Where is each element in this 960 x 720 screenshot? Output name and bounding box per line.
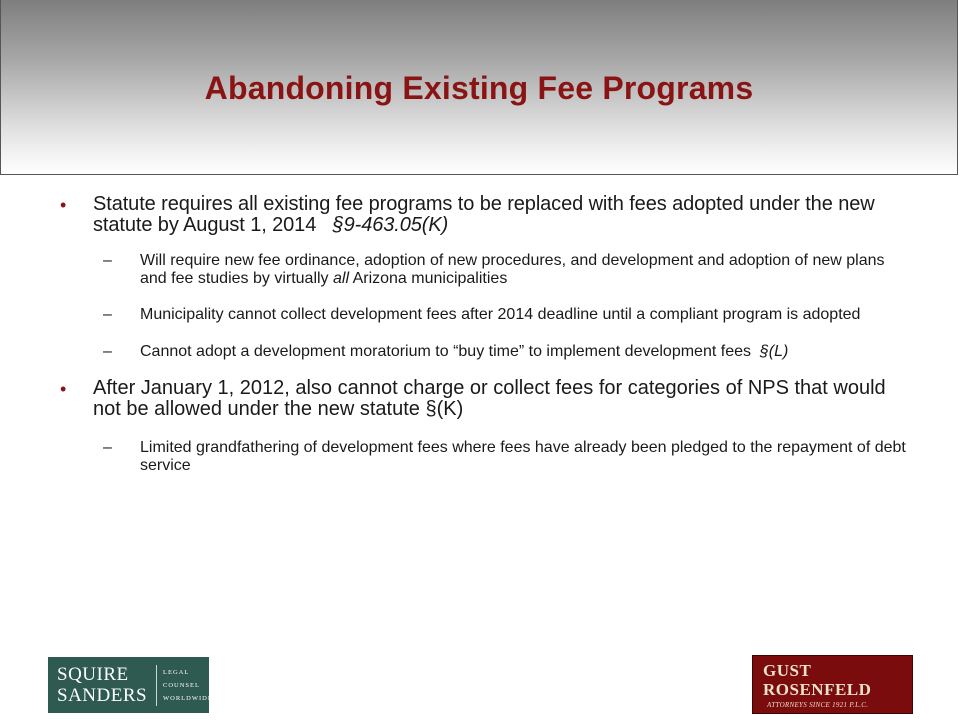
bullet-text: After January 1, 2012, also cannot charge or collect fees for categories of NPS that would not be allowed under the new statute §(K) <box>93 377 886 420</box>
sub-text: Municipality cannot collect development fees after 2014 deadline until a compliant program is adopted <box>140 306 861 323</box>
logo-wordmark: GUST ROSENFELD <box>763 661 872 699</box>
sub-text: Limited grandfathering of development fees where fees have already been pledged to the repayment of debt service <box>140 439 906 474</box>
squire-sanders-logo <box>48 657 213 713</box>
dash-icon: – <box>103 343 112 360</box>
sub-text: Will require new fee ordinance, adoption of new procedures, and development and adoption of new plans and fee studies by virtually all Arizona municipalities <box>140 252 885 287</box>
dash-icon: – <box>103 306 112 323</box>
logo-tagline: LEGAL COUNSEL WORLDWIDE <box>163 669 213 702</box>
bullet-icon: • <box>60 195 67 215</box>
logo-divider <box>156 665 157 706</box>
slide-content <box>58 194 908 475</box>
logo-wordmark: SQUIRE SANDERS <box>57 664 148 706</box>
dash-icon: – <box>103 439 112 456</box>
gust-rosenfeld-logo <box>752 655 913 714</box>
bullet-text-main: Statute requires all existing fee programs to be replaced with fees adopted under the new statute by August 1, 2014 §9-463.05(K) <box>93 193 875 236</box>
bullet-item <box>58 194 908 236</box>
bullet-icon: • <box>60 379 67 399</box>
bullet-text <box>93 194 908 236</box>
sub-item <box>58 439 908 475</box>
sub-item <box>58 343 908 361</box>
dash-icon: – <box>103 252 112 269</box>
slide-title: Abandoning Existing Fee Programs <box>204 70 754 106</box>
logo-tagline: ATTORNEYS SINCE 1921 P.L.C. <box>767 701 869 709</box>
bullet-item <box>58 378 908 420</box>
sub-item <box>58 252 908 288</box>
sub-text: Cannot adopt a development moratorium to “buy time” to implement development fees §(L) <box>140 343 789 360</box>
title-band <box>0 0 958 175</box>
sub-item <box>58 306 908 324</box>
